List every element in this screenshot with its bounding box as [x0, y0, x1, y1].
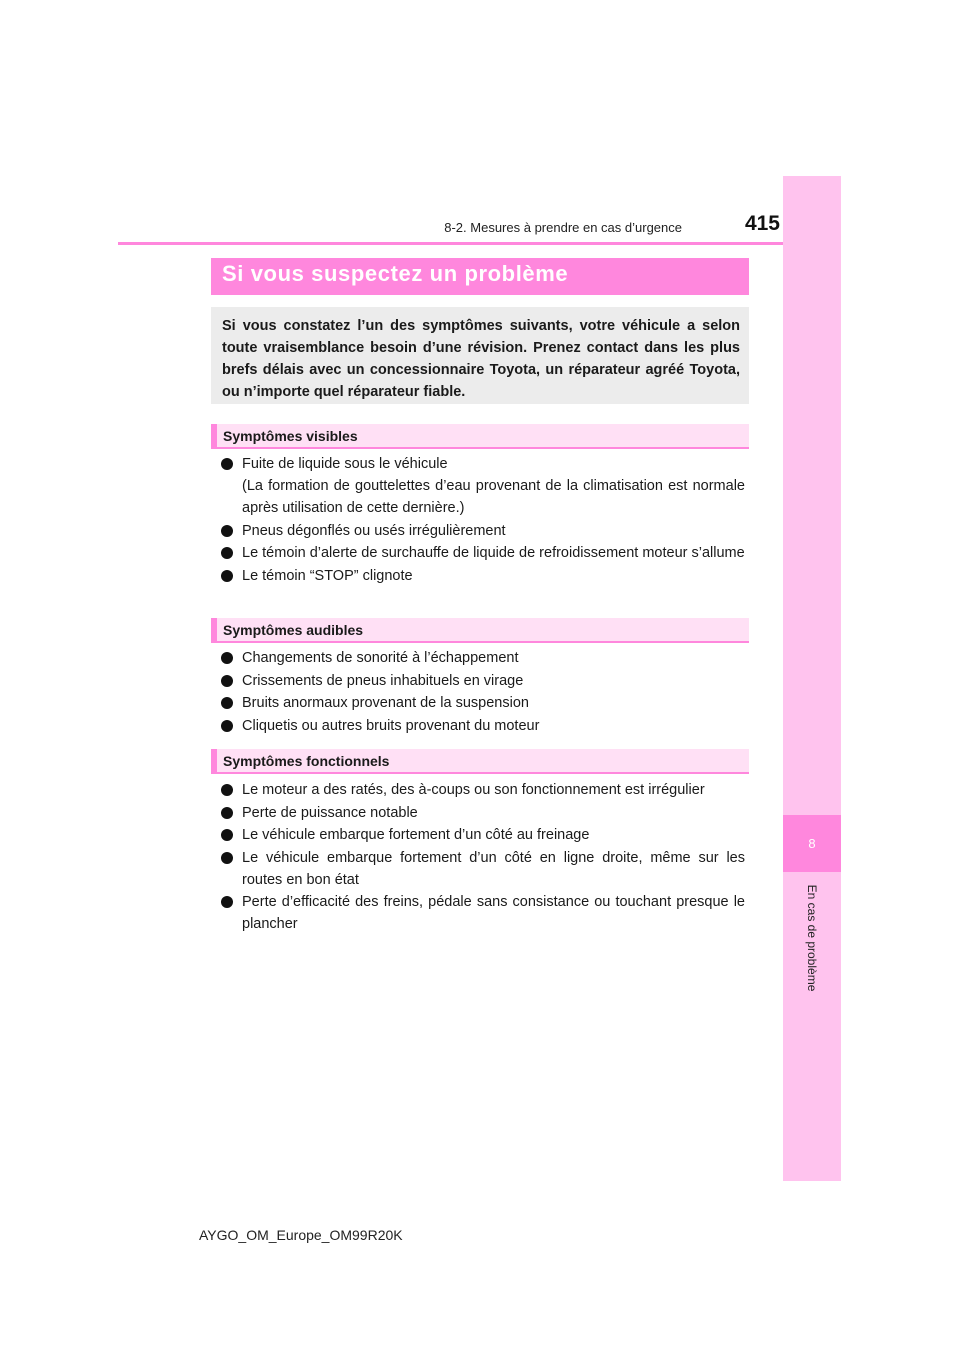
- subheader-audible: [211, 618, 749, 643]
- list-item: Le témoin d’alerte de surchauffe de liquide de refroidissement moteur s’allume: [221, 542, 745, 564]
- list-item: Cliquetis ou autres bruits provenant du moteur: [221, 715, 745, 737]
- bullet-icon: [221, 784, 233, 796]
- page-title-bar: [211, 258, 749, 295]
- page-number: 415: [744, 212, 780, 235]
- subheader-visible: [211, 424, 749, 449]
- bullet-icon: [221, 652, 233, 664]
- header-divider: [118, 242, 783, 245]
- list-item: Le véhicule embarque fortement d’un côté en ligne droite, même sur les routes en bon état: [221, 847, 745, 891]
- bullet-icon: [221, 547, 233, 559]
- chapter-number: 8: [808, 836, 816, 851]
- list-visible: [221, 453, 745, 587]
- chapter-side-tab: [783, 176, 841, 1181]
- subheader-audible-label: Symptômes audibles: [223, 622, 364, 638]
- bullet-icon: [221, 697, 233, 709]
- bullet-icon: [221, 896, 233, 908]
- intro-text: Si vous constatez l’un des symptômes suivants, votre véhicule a selon toute vraisemblance besoin d’une révision. Prenez contact dans les plus brefs délais avec un concessionnaire Toyota, un réparateur agréé Toyota, ou n’importe quel réparateur fiable.: [222, 318, 740, 400]
- document-code: AYGO_OM_Europe_OM99R20K: [199, 1227, 403, 1243]
- list-audible: [221, 647, 745, 737]
- chapter-label: En cas de problème: [805, 884, 819, 992]
- bullet-icon: [221, 458, 233, 470]
- list-item: Le témoin “STOP” clignote: [221, 565, 745, 587]
- list-item: Bruits anormaux provenant de la suspension: [221, 692, 745, 714]
- list-item: Pneus dégonflés ou usés irrégulièrement: [221, 520, 745, 542]
- subheader-functional: [211, 749, 749, 774]
- bullet-icon: [221, 720, 233, 732]
- list-item: Perte d’efficacité des freins, pédale sans consistance ou touchant presque le plancher: [221, 891, 745, 935]
- list-item: Changements de sonorité à l’échappement: [221, 647, 745, 669]
- bullet-icon: [221, 829, 233, 841]
- list-item: Le moteur a des ratés, des à-coups ou son fonctionnement est irrégulier: [221, 779, 745, 801]
- bullet-icon: [221, 675, 233, 687]
- subheader-functional-label: Symptômes fonctionnels: [223, 753, 390, 769]
- list-functional: [221, 779, 745, 936]
- list-item: Crissements de pneus inhabituels en virage: [221, 670, 745, 692]
- subheader-visible-label: Symptômes visibles: [223, 428, 358, 444]
- section-header: 8-2. Mesures à prendre en cas d’urgence: [444, 220, 682, 235]
- list-item: Le véhicule embarque fortement d’un côté au freinage: [221, 824, 745, 846]
- bullet-icon: [221, 525, 233, 537]
- intro-box: [211, 307, 749, 404]
- page-title: Si vous suspectez un problème: [222, 261, 569, 286]
- list-item: Fuite de liquide sous le véhicule (La formation de gouttelettes d’eau provenant de la climatisation est normale après utilisation de cette dernière.): [221, 453, 745, 519]
- bullet-icon: [221, 852, 233, 864]
- list-item: Perte de puissance notable: [221, 802, 745, 824]
- bullet-icon: [221, 807, 233, 819]
- bullet-icon: [221, 570, 233, 582]
